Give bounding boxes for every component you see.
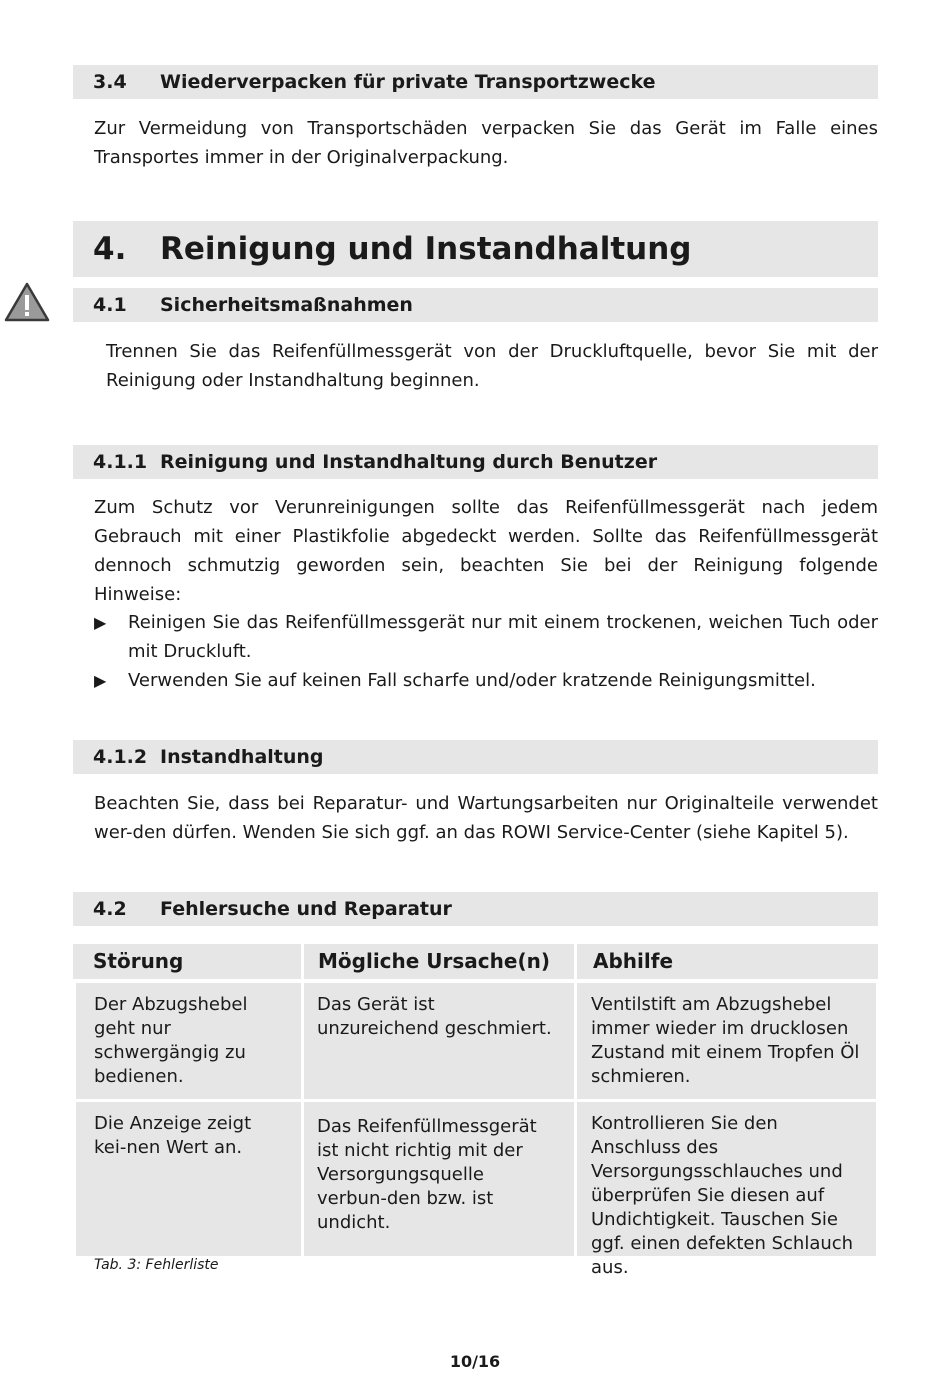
section-4-1-2-text: Beachten Sie, dass bei Reparatur- und Wartungsarbeiten nur Originalteile verwendet wer-den dürfen. Wenden Sie sich ggf. an das ROWI Service-Center (siehe Kapitel 5). [94,793,878,843]
table-cell: Der Abzugshebel geht nur schwergängig zu bedienen. [76,983,301,1099]
section-number: 4.2 [93,898,127,920]
section-number: 4.1 [93,294,127,316]
list-item-text: Verwenden Sie auf keinen Fall scharfe und/oder kratzende Reinigungsmittel. [128,670,816,691]
section-number: 4.1.2 [93,746,148,768]
section-title: Reinigung und Instandhaltung durch Benutzer [160,451,658,473]
section-3-4-text: Zur Vermeidung von Transportschäden verpacken Sie das Gerät im Falle eines Transportes immer in der Originalverpackung. [94,118,878,168]
chapter-title: Reinigung und Instandhaltung [160,231,692,267]
chapter-number: 4. [93,231,127,267]
section-4-2-heading [73,892,878,926]
list-item [94,608,878,666]
table-cell: Ventilstift am Abzugshebel immer wieder im drucklosen Zustand mit einem Tropfen Öl schmieren. [577,983,876,1099]
table-cell: Das Reifenfüllmessgerät ist nicht richtig mit der Versorgungsquelle verbun-den bzw. ist undicht. [304,1102,574,1256]
warning-triangle-icon [3,281,51,323]
section-4-1-text: Trennen Sie das Reifenfüllmessgerät von der Druckluftquelle, bevor Sie mit der Reinigung oder Instandhaltung beginnen. [106,341,878,391]
section-3-4-heading [73,65,878,99]
section-4-1-2-heading [73,740,878,774]
table-header-cell: Mögliche Ursache(n) [304,944,574,979]
section-number: 4.1.1 [93,451,148,473]
page-number: 10/16 [449,1352,501,1371]
table-cell: Kontrollieren Sie den Anschluss des Versorgungsschlauches und überprüfen Sie diesen auf Undichtigkeit. Tauschen Sie ggf. einen defekten Schlauch aus. [577,1102,876,1256]
table-caption: Tab. 3: Fehlerliste [94,1257,219,1273]
section-4-1-1-heading [73,445,878,479]
table-header-cell: Abhilfe [577,944,878,979]
table-cell: Die Anzeige zeigt kei-nen Wert an. [76,1102,301,1256]
list-item [94,666,878,695]
section-title: Fehlersuche und Reparatur [160,898,452,920]
section-title: Instandhaltung [160,746,324,768]
section-4-1-1-text: Zum Schutz vor Verunreinigungen sollte das Reifenfüllmessgerät nach jedem Gebrauch mit einer Plastikfolie abgedeckt werden. Sollte das Reifenfüllmessgerät dennoch schmutzig geworden sein, beachten Sie bei der Reinigung folgende Hinweise: [94,497,878,605]
section-4-1-heading [73,288,878,322]
triangle-right-icon: ▶ [94,613,107,632]
triangle-right-icon: ▶ [94,671,107,690]
table-cell: Das Gerät ist unzureichend geschmiert. [304,983,574,1099]
section-number: 3.4 [93,71,127,93]
chapter-4-heading [73,221,878,277]
section-title: Wiederverpacken für private Transportzwecke [160,71,656,93]
list-item-text: Reinigen Sie das Reifenfüllmessgerät nur mit einem trockenen, weichen Tuch oder mit Druckluft. [128,612,878,662]
section-title: Sicherheitsmaßnahmen [160,294,413,316]
table-header-cell: Störung [73,944,301,979]
